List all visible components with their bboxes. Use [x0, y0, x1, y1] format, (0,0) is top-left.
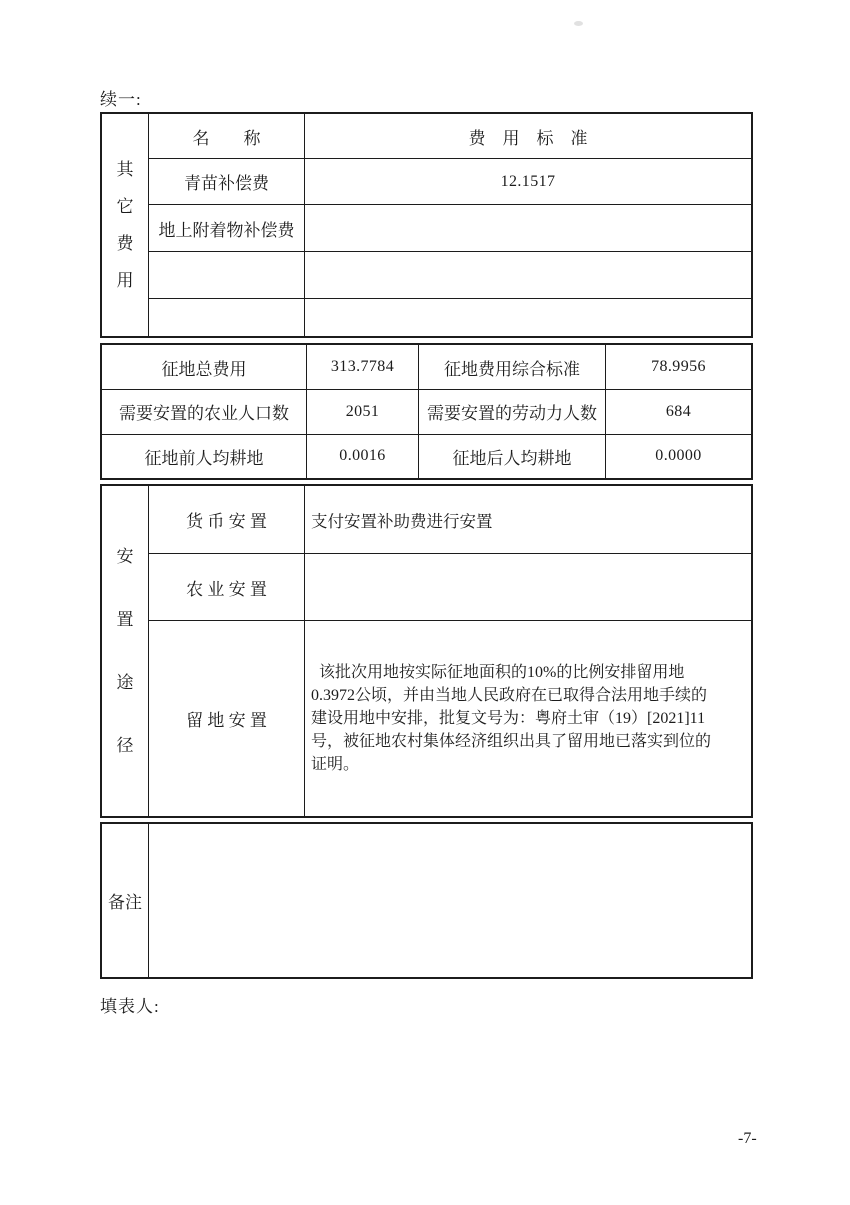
- fee-value: [304, 298, 751, 336]
- resettlement-label: 留 地 安 置: [148, 620, 304, 816]
- paragraph-line: 建设用地中安排，批复文号为：粤府土审（19）[2021]11: [311, 710, 706, 727]
- fee-name: [148, 298, 304, 336]
- resettlement-content: 支付安置补助费进行安置: [304, 486, 751, 553]
- other-fees-table: [100, 112, 753, 338]
- summary-label: 征地前人均耕地: [102, 434, 306, 478]
- remarks-content: [148, 824, 751, 977]
- page-number: -7-: [738, 1130, 757, 1147]
- vertical-label-char: 径: [116, 735, 134, 755]
- fee-name: [148, 251, 304, 298]
- summary-label: 征地总费用: [161, 359, 247, 379]
- summary-label: 需要安置的农业人口数: [102, 389, 306, 433]
- vertical-label-char: 它: [116, 196, 134, 216]
- form-filler-label: 填表人:: [100, 997, 160, 1016]
- summary-value: 313.7784: [306, 345, 418, 389]
- resettlement-label: 货 币 安 置: [148, 486, 304, 553]
- vertical-label-char: 用: [116, 270, 134, 290]
- scan-speck: [574, 21, 583, 26]
- continuation-label: 续一:: [100, 90, 142, 109]
- vertical-label-char: 费: [116, 233, 134, 253]
- fee-name: 地上附着物补偿费: [148, 204, 304, 251]
- resettlement-table: [100, 484, 753, 818]
- paragraph-line: 0.3972公顷，并由当地人民政府在已取得合法用地手续的: [311, 687, 708, 704]
- summary-value: 78.9956: [605, 345, 751, 389]
- summary-label: 征地后人均耕地: [418, 434, 605, 478]
- fee-value: [304, 204, 751, 251]
- header-fee-standard: 费 用 标 准: [304, 114, 751, 158]
- paragraph-line: 号，被征地农村集体经济组织出具了留用地已落实到位的: [311, 733, 712, 750]
- summary-value: 0.0016: [306, 434, 418, 478]
- resettlement-content: [304, 553, 751, 620]
- summary-value: 2051: [306, 389, 418, 433]
- vertical-label-char: 安: [116, 546, 134, 566]
- other-fees-vertical-label: [102, 114, 148, 336]
- remarks-table: [100, 822, 753, 979]
- vertical-label-char: 其: [116, 159, 134, 179]
- remarks-label: 备注: [108, 893, 142, 912]
- vertical-label-char: 置: [116, 609, 134, 629]
- summary-value: 0.0000: [605, 434, 751, 478]
- resettlement-label: 农 业 安 置: [148, 553, 304, 620]
- fee-name: 青苗补偿费: [148, 158, 304, 204]
- paragraph-line: 证明。: [311, 756, 360, 773]
- resettlement-vertical-label: [102, 486, 148, 816]
- vertical-label-char: 途: [116, 672, 134, 692]
- fee-value: 12.1517: [304, 158, 751, 204]
- summary-table: [100, 343, 753, 480]
- summary-label: 需要安置的劳动力人数: [418, 389, 605, 433]
- fee-value: [304, 251, 751, 298]
- summary-value: 684: [605, 389, 751, 433]
- summary-label: 征地费用综合标准: [418, 345, 605, 389]
- header-fee-name: 名 称: [148, 114, 304, 158]
- paragraph-line: 该批次用地按实际征地面积的10%的比例安排留用地: [311, 664, 685, 681]
- resettlement-content-paragraph: [304, 620, 751, 816]
